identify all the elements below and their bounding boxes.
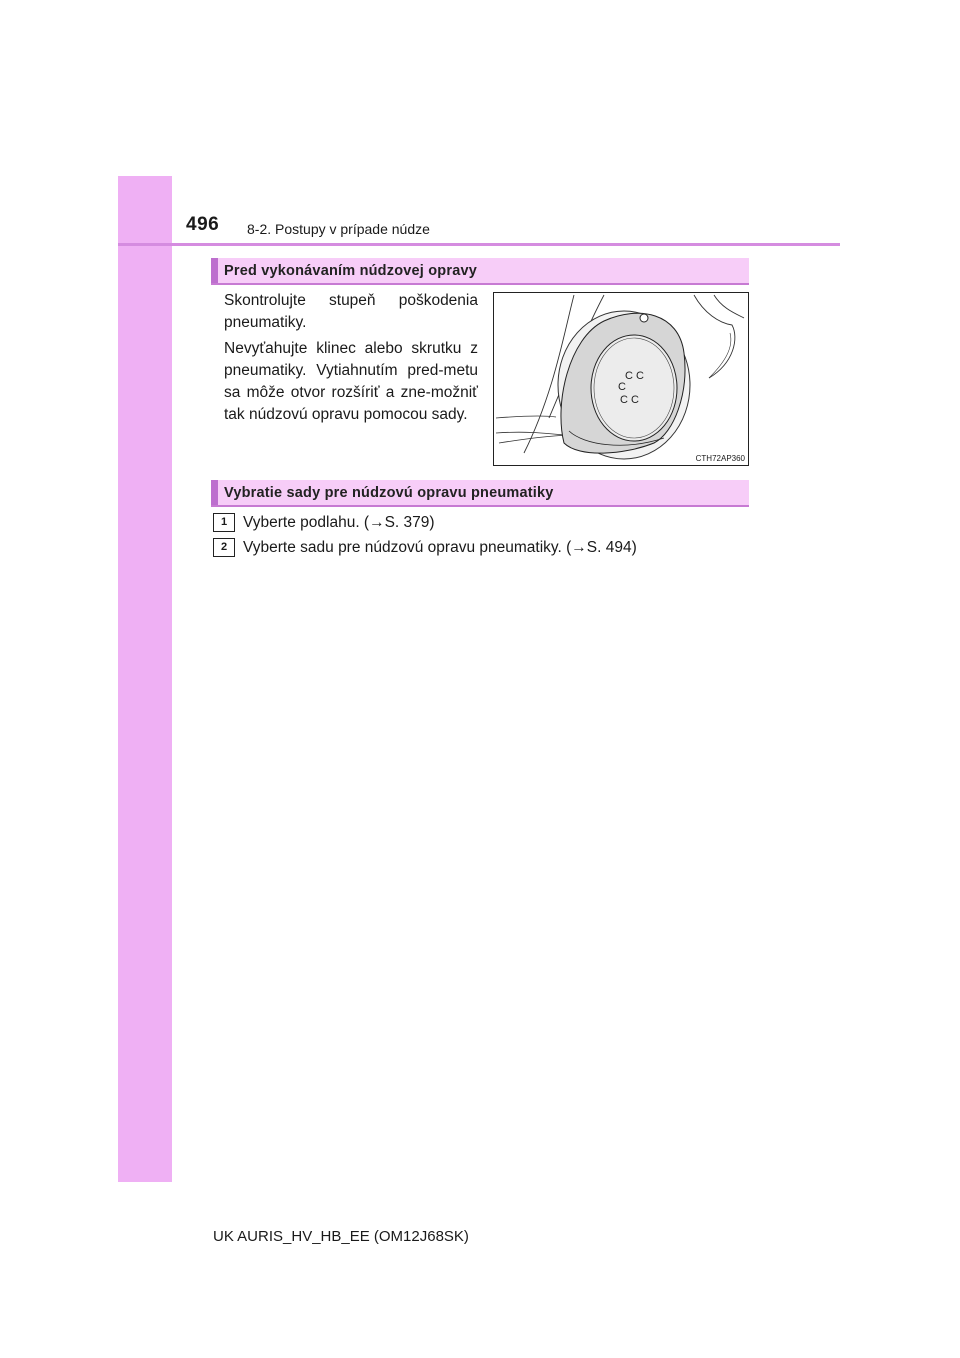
spare-tire-figure xyxy=(493,292,749,466)
paragraph-check-damage: Skontrolujte stupeň poškodenia pneumatiky. xyxy=(224,292,478,331)
step-item xyxy=(213,513,753,535)
chapter-side-tab xyxy=(118,176,172,1182)
header-rule xyxy=(118,243,840,246)
step-text: Vyberte podlahu. (→S. 379) xyxy=(243,514,435,531)
step-number-badge: 2 xyxy=(213,538,235,557)
page-number: 496 xyxy=(186,214,220,235)
section-heading-label: Pred vykonávaním núdzovej opravy xyxy=(224,263,477,279)
step-text: Vyberte sadu pre núdzovú opravu pneumatiky. (→S. 494) xyxy=(243,539,637,556)
section-heading-label: Vybratie sady pre núdzovú opravu pneumatiky xyxy=(224,485,554,501)
svg-text:C C: C C xyxy=(620,394,639,406)
spare-tire-in-trunk-illustration xyxy=(494,293,748,465)
svg-text:C: C xyxy=(618,381,626,393)
section-heading-take-out-kit xyxy=(211,480,749,507)
step-number-badge: 1 xyxy=(213,513,235,532)
step-item xyxy=(213,538,753,560)
figure-code: CTH72AP360 xyxy=(695,454,745,463)
section-heading-before-repair xyxy=(211,258,749,285)
running-header-section-title: 8-2. Postupy v prípade núdze xyxy=(247,221,430,237)
footer-document-code: UK AURIS_HV_HB_EE (OM12J68SK) xyxy=(213,1228,469,1245)
paragraph-do-not-remove-nail: Nevyťahujte klinec alebo skrutku z pneumatiky. Vytiahnutím pred-metu sa môže otvor rozšíriť a zne-možniť tak núdzovú opravu pomocou sady. xyxy=(224,340,478,423)
svg-text:C C: C C xyxy=(625,370,644,382)
